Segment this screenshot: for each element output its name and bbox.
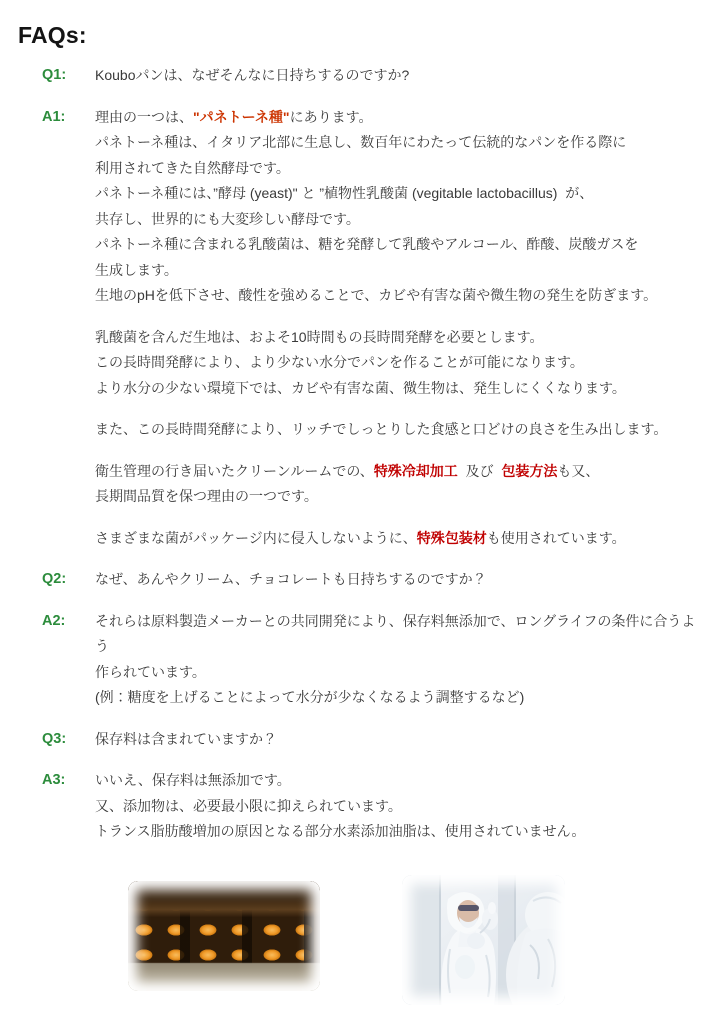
text-segment: また、この長時間発酵により、リッチでしっとりした食感と口どけの良さを生み出します。 (95, 421, 668, 437)
question-label: Q1: (42, 67, 67, 83)
highlighted-text: "パネトーネ種" (193, 108, 290, 125)
text-line (95, 232, 709, 258)
text-segment: より水分の少ない環境下では、カビや有害な菌、微生物は、発生しにくくなります。 (95, 379, 626, 396)
paragraph (95, 417, 709, 443)
paragraph (95, 609, 709, 711)
text-line (95, 63, 709, 89)
text-line (95, 325, 709, 351)
answer-label: A2: (42, 612, 66, 629)
text-segment: 作られています。 (95, 663, 206, 680)
paragraph (95, 526, 709, 552)
text-segment: それらは原料製造メーカーとの共同開発により、保存料無添加で、ロングライフの条件に合うよう (95, 612, 696, 654)
text-line (95, 459, 709, 485)
text-segment: 生地のpHを低下させ、酸性を強めることで、カビや有害な菌や微生物の発生を防ぎます。 (95, 287, 658, 303)
text-segment: 理由の一つは、 (95, 108, 193, 125)
text-segment: パネトーネ種に含まれる乳酸菌は、糖を発酵して乳酸やアルコール、酢酸、炭酸ガスを (95, 236, 639, 252)
question-label: Q2: (42, 571, 67, 587)
bread-production-photo (128, 881, 320, 991)
text-line (95, 685, 709, 711)
faq-q2-row (18, 567, 709, 593)
faq-a2-row (18, 609, 709, 711)
paragraph (95, 459, 709, 510)
question-label: Q3: (42, 730, 67, 747)
faq-list (18, 63, 709, 845)
text-segment: 利用されてきた自然酵母です。 (95, 159, 290, 176)
text-line (95, 130, 709, 156)
text-segment: パネトーネ種は、イタリア北部に生息し、数百年にわたって伝統的なパンを作る際に (95, 134, 627, 150)
text-line (95, 526, 709, 552)
paragraph (95, 63, 709, 89)
text-line (95, 794, 709, 820)
answer-text (95, 105, 709, 552)
text-line (95, 283, 709, 309)
text-segment: なぜ、あんやクリーム、チョコレートも日持ちするのですか？ (95, 571, 487, 587)
text-line (95, 484, 709, 510)
text-line (95, 567, 709, 593)
text-segment: 衛生管理の行き届いたクリーンルームでの、 (95, 462, 374, 479)
question-text (95, 727, 709, 753)
paragraph (95, 325, 709, 402)
text-line (95, 181, 709, 207)
cleanroom-workers-photo (402, 875, 565, 1005)
text-segment: この長時間発酵により、より少ない水分でパンを作ることが可能になります。 (95, 354, 584, 370)
text-line (95, 350, 709, 376)
text-segment: Kouboパンは、なぜそんなに日持ちするのですか? (95, 67, 410, 83)
text-line (95, 660, 709, 686)
page-title: FAQs: (18, 22, 87, 48)
text-segment: 及び (457, 462, 502, 479)
text-segment: 長期間品質を保つ理由の一つです。 (95, 488, 318, 504)
text-segment: さまざまな菌がパッケージ内に侵入しないように、 (95, 529, 417, 546)
text-segment: も使用されています。 (486, 529, 626, 546)
highlighted-text: 包装方法 (501, 462, 558, 479)
text-line (95, 819, 709, 845)
text-line (95, 258, 709, 284)
text-segment: も又、 (557, 462, 600, 479)
text-segment: 乳酸菌を含んだ生地は、およそ10時間もの長時間発酵を必要とします。 (95, 328, 544, 345)
text-line (95, 207, 709, 233)
text-line (95, 105, 709, 131)
question-text (95, 567, 709, 593)
question-text (95, 63, 709, 89)
text-segment: トランス脂肪酸増加の原因となる部分水素添加油脂は、使用されていません。 (95, 823, 586, 839)
answer-text (95, 768, 709, 845)
text-line (95, 609, 709, 660)
cleanroom-workers-illustration (402, 875, 565, 1005)
text-line (95, 727, 709, 753)
text-segment: 共存し、世界的にも大変珍しい酵母です。 (95, 210, 360, 227)
text-segment: いいえ、保存料は無添加です。 (95, 772, 291, 788)
faq-q1-row (18, 63, 709, 89)
text-line (95, 417, 709, 443)
answer-label: A3: (42, 772, 66, 788)
paragraph (95, 105, 709, 309)
text-line (95, 376, 709, 402)
text-segment: (例：糖度を上げることによって水分が少なくなるよう調整するなど) (95, 689, 525, 705)
text-segment: 保存料は含まれていますか？ (95, 730, 277, 747)
highlighted-text: 特殊包装材 (416, 529, 487, 546)
answer-text (95, 609, 709, 711)
faq-a3-row (18, 768, 709, 845)
paragraph (95, 768, 709, 845)
text-line (95, 156, 709, 182)
highlighted-text: 特殊冷却加工 (373, 462, 458, 479)
paragraph (95, 567, 709, 593)
faq-q3-row (18, 727, 709, 753)
text-segment: 又、添加物は、必要最小限に抑えられています。 (95, 797, 402, 814)
text-line (95, 768, 709, 794)
paragraph (95, 727, 709, 753)
photo-row (128, 875, 709, 1005)
faq-a1-row (18, 105, 709, 552)
answer-label: A1: (42, 108, 66, 125)
text-segment: 生成します。 (95, 261, 178, 278)
text-segment: にあります。 (289, 108, 373, 125)
text-segment: パネトーネ種には、”酵母 (yeast)" と ”植物性乳酸菌 (vegitable lactobacillus) が、 (95, 185, 594, 201)
